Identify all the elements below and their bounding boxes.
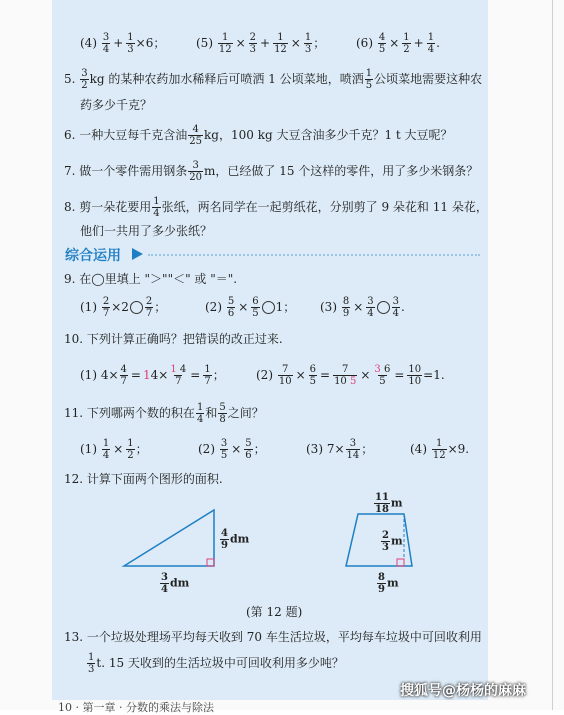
fraction: $\frac{10}{10}$ — [408, 364, 422, 387]
fraction: $\frac{1}{2}$ — [127, 438, 134, 461]
fraction: $\frac{4}{7}$ — [120, 364, 127, 387]
q11-d: (4) $\frac{1}{12}$ ×9. — [410, 438, 470, 461]
right-angle-mark — [397, 559, 404, 566]
fraction: $\frac{1 4}{7}$ — [170, 364, 187, 387]
fraction: $\frac{6}{5}$ — [309, 364, 316, 387]
q9-b: (2) $\frac{5}{6}$ × $\frac{6}{5}$ 1； — [205, 296, 296, 319]
fraction: $\frac{3}{4}$ — [392, 296, 400, 319]
fraction: $\frac{1}{2}$ — [403, 32, 410, 55]
fraction: $\frac{2}{3}$ — [249, 32, 256, 55]
q9-a: (1) $\frac{2}{7}$ ×2 $\frac{2}{7}$ ； — [80, 296, 167, 319]
correction-mark: 1 — [142, 368, 151, 382]
section-title: 综合运用 — [65, 248, 121, 264]
q4-row-b: (5) $\frac{1}{12}$ × $\frac{2}{3}$ + $\frac{1}{12}$ × $\frac{1}{3}$ ； — [196, 32, 326, 55]
fraction: $\frac{1}{4}$ — [153, 196, 160, 219]
q10-line: 10. 下列计算正确吗？把错误的改正过来. — [64, 332, 283, 346]
q11-c: (3) 7× $\frac{3}{14}$ ； — [306, 438, 374, 461]
q6-line: 6. 一种大豆每千克含油 $\frac{4}{25}$ kg，100 kg 大豆含油多少千克？1 t 大豆呢？ — [64, 124, 453, 147]
fraction: $\frac{3}{2}$ — [81, 68, 88, 91]
q10-a: (1) 4× $\frac{4}{7}$ = 14× $\frac{1 4}{7}$ = $\frac{1}{7}$ ； — [80, 364, 225, 387]
fraction: $\frac{4}{25}$ — [189, 124, 203, 147]
page-footer: 10 · 第一章 · 分数的乘法与除法 — [58, 701, 214, 714]
trapezoid-bottom-label: $\frac{8}{9}$ m — [378, 572, 399, 595]
fraction: $\frac{2}{7}$ — [145, 296, 153, 319]
fraction: $\frac{1}{12}$ — [432, 438, 446, 461]
fraction: $\frac{3 6}{5}$ — [374, 364, 391, 387]
figure-caption: (第 12 题) — [246, 605, 303, 619]
fraction: $\frac{1}{12}$ — [274, 32, 287, 55]
triangle-base-label: $\frac{3}{4}$ dm — [161, 572, 190, 595]
q4-row: (4) $\frac{3}{4}$ + $\frac{1}{3}$ ×6； — [80, 32, 166, 55]
right-triangle — [124, 510, 214, 566]
q11-line: 11. 下列哪两个数的积在 $\frac{1}{4}$ 和 $\frac{5}{8}$ 之间？ — [64, 402, 264, 425]
fraction: $\frac{3}{14}$ — [346, 438, 360, 461]
q5-line1: 5. $\frac{3}{2}$ kg 的某种农药加水稀释后可喷洒 1 公顷菜地，喷洒 $\frac{1}{5}$ 公顷菜地需要这种农 — [64, 68, 483, 91]
fraction: $\frac{4}{5}$ — [378, 32, 386, 55]
fraction: $\frac{1}{4}$ — [102, 438, 110, 461]
q11-b: (2) $\frac{3}{5}$ × $\frac{5}{6}$ ； — [198, 438, 266, 461]
fraction: $\frac{1}{3}$ — [304, 32, 312, 55]
fraction: $\frac{1}{12}$ — [218, 32, 232, 55]
q7-line: 7. 做一个零件需用钢条 $\frac{3}{20}$ m，已经做了 15 个这样的零件，用了多少米钢条？ — [64, 160, 479, 183]
fraction: $\frac{6}{5}$ — [252, 296, 259, 319]
q9-c: (3) $\frac{8}{9}$ × $\frac{3}{4}$ $\frac{3}{4}$ . — [320, 296, 405, 319]
triangle-height-label: $\frac{4}{9}$ dm — [221, 528, 250, 551]
fraction: $\frac{8}{9}$ — [342, 296, 350, 319]
q13-line1: 13. 一个垃圾处理场平均每天收到 70 车生活垃圾，平均每车垃圾中可回收利用 — [64, 630, 482, 644]
fraction: $\frac{5}{6}$ — [245, 438, 252, 461]
fraction: $\frac{3}{4}$ — [102, 32, 110, 55]
q4-a-label: (4) — [80, 36, 97, 50]
q13-line2: $\frac{1}{3}$ t. 15 天收到的生活垃圾中可回收利用多少吨？ — [88, 652, 344, 675]
q11-a: (1) $\frac{1}{4}$ × $\frac{1}{2}$ ； — [80, 438, 148, 461]
trapezoid-height-label: $\frac{2}{3}$ m — [382, 530, 403, 553]
q12-line: 12. 计算下面两个图形的面积. — [64, 472, 223, 486]
q4-row-c: (6) $\frac{4}{5}$ × $\frac{1}{2}$ + $\frac{1}{4}$ . — [356, 32, 440, 55]
fraction: $\frac{5}{6}$ — [227, 296, 235, 319]
q8-line1: 8. 剪一朵花要用 $\frac{1}{4}$ 张纸，两名同学在一起剪纸花，分别剪了 9 朵花和 11 朵花， — [64, 196, 488, 219]
q8-line2: 他们一共用了多少张纸？ — [80, 224, 213, 238]
fraction: $\frac{5}{8}$ — [219, 402, 226, 425]
watermark: 搜狐号@杨杨的麻麻 — [400, 683, 526, 699]
right-angle-mark — [207, 559, 214, 566]
fraction: $\frac{1}{4}$ — [427, 32, 435, 55]
fraction: $\frac{1}{5}$ — [365, 68, 373, 91]
fraction: $\frac{3}{5}$ — [220, 438, 228, 461]
fraction: $\frac{1}{3}$ — [88, 652, 95, 675]
fraction: $\frac{3}{4}$ — [367, 296, 374, 319]
fraction: $\frac{7}{10 5}$ — [334, 364, 357, 387]
fraction: $\frac{7}{10}$ — [278, 364, 292, 387]
q10-b: (2) $\frac{7}{10}$ × $\frac{6}{5}$ = $\frac{7}{10 5}$ × $\frac{3 6}{5}$ = $\frac{10}{10}$ =1. — [256, 364, 445, 387]
fraction: $\frac{1}{3}$ — [127, 32, 134, 55]
fraction: $\frac{1}{4}$ — [196, 402, 204, 425]
fraction: $\frac{3}{20}$ — [189, 160, 203, 183]
q9-line: 9. 在◯里填上 "＞""＜" 或 "＝". — [64, 272, 238, 286]
fraction: $\frac{1}{7}$ — [204, 364, 211, 387]
trapezoid-top-label: $\frac{11}{18}$ m — [375, 492, 403, 515]
fraction: $\frac{2}{7}$ — [102, 296, 110, 319]
q5-line2: 药多少千克？ — [80, 98, 153, 112]
